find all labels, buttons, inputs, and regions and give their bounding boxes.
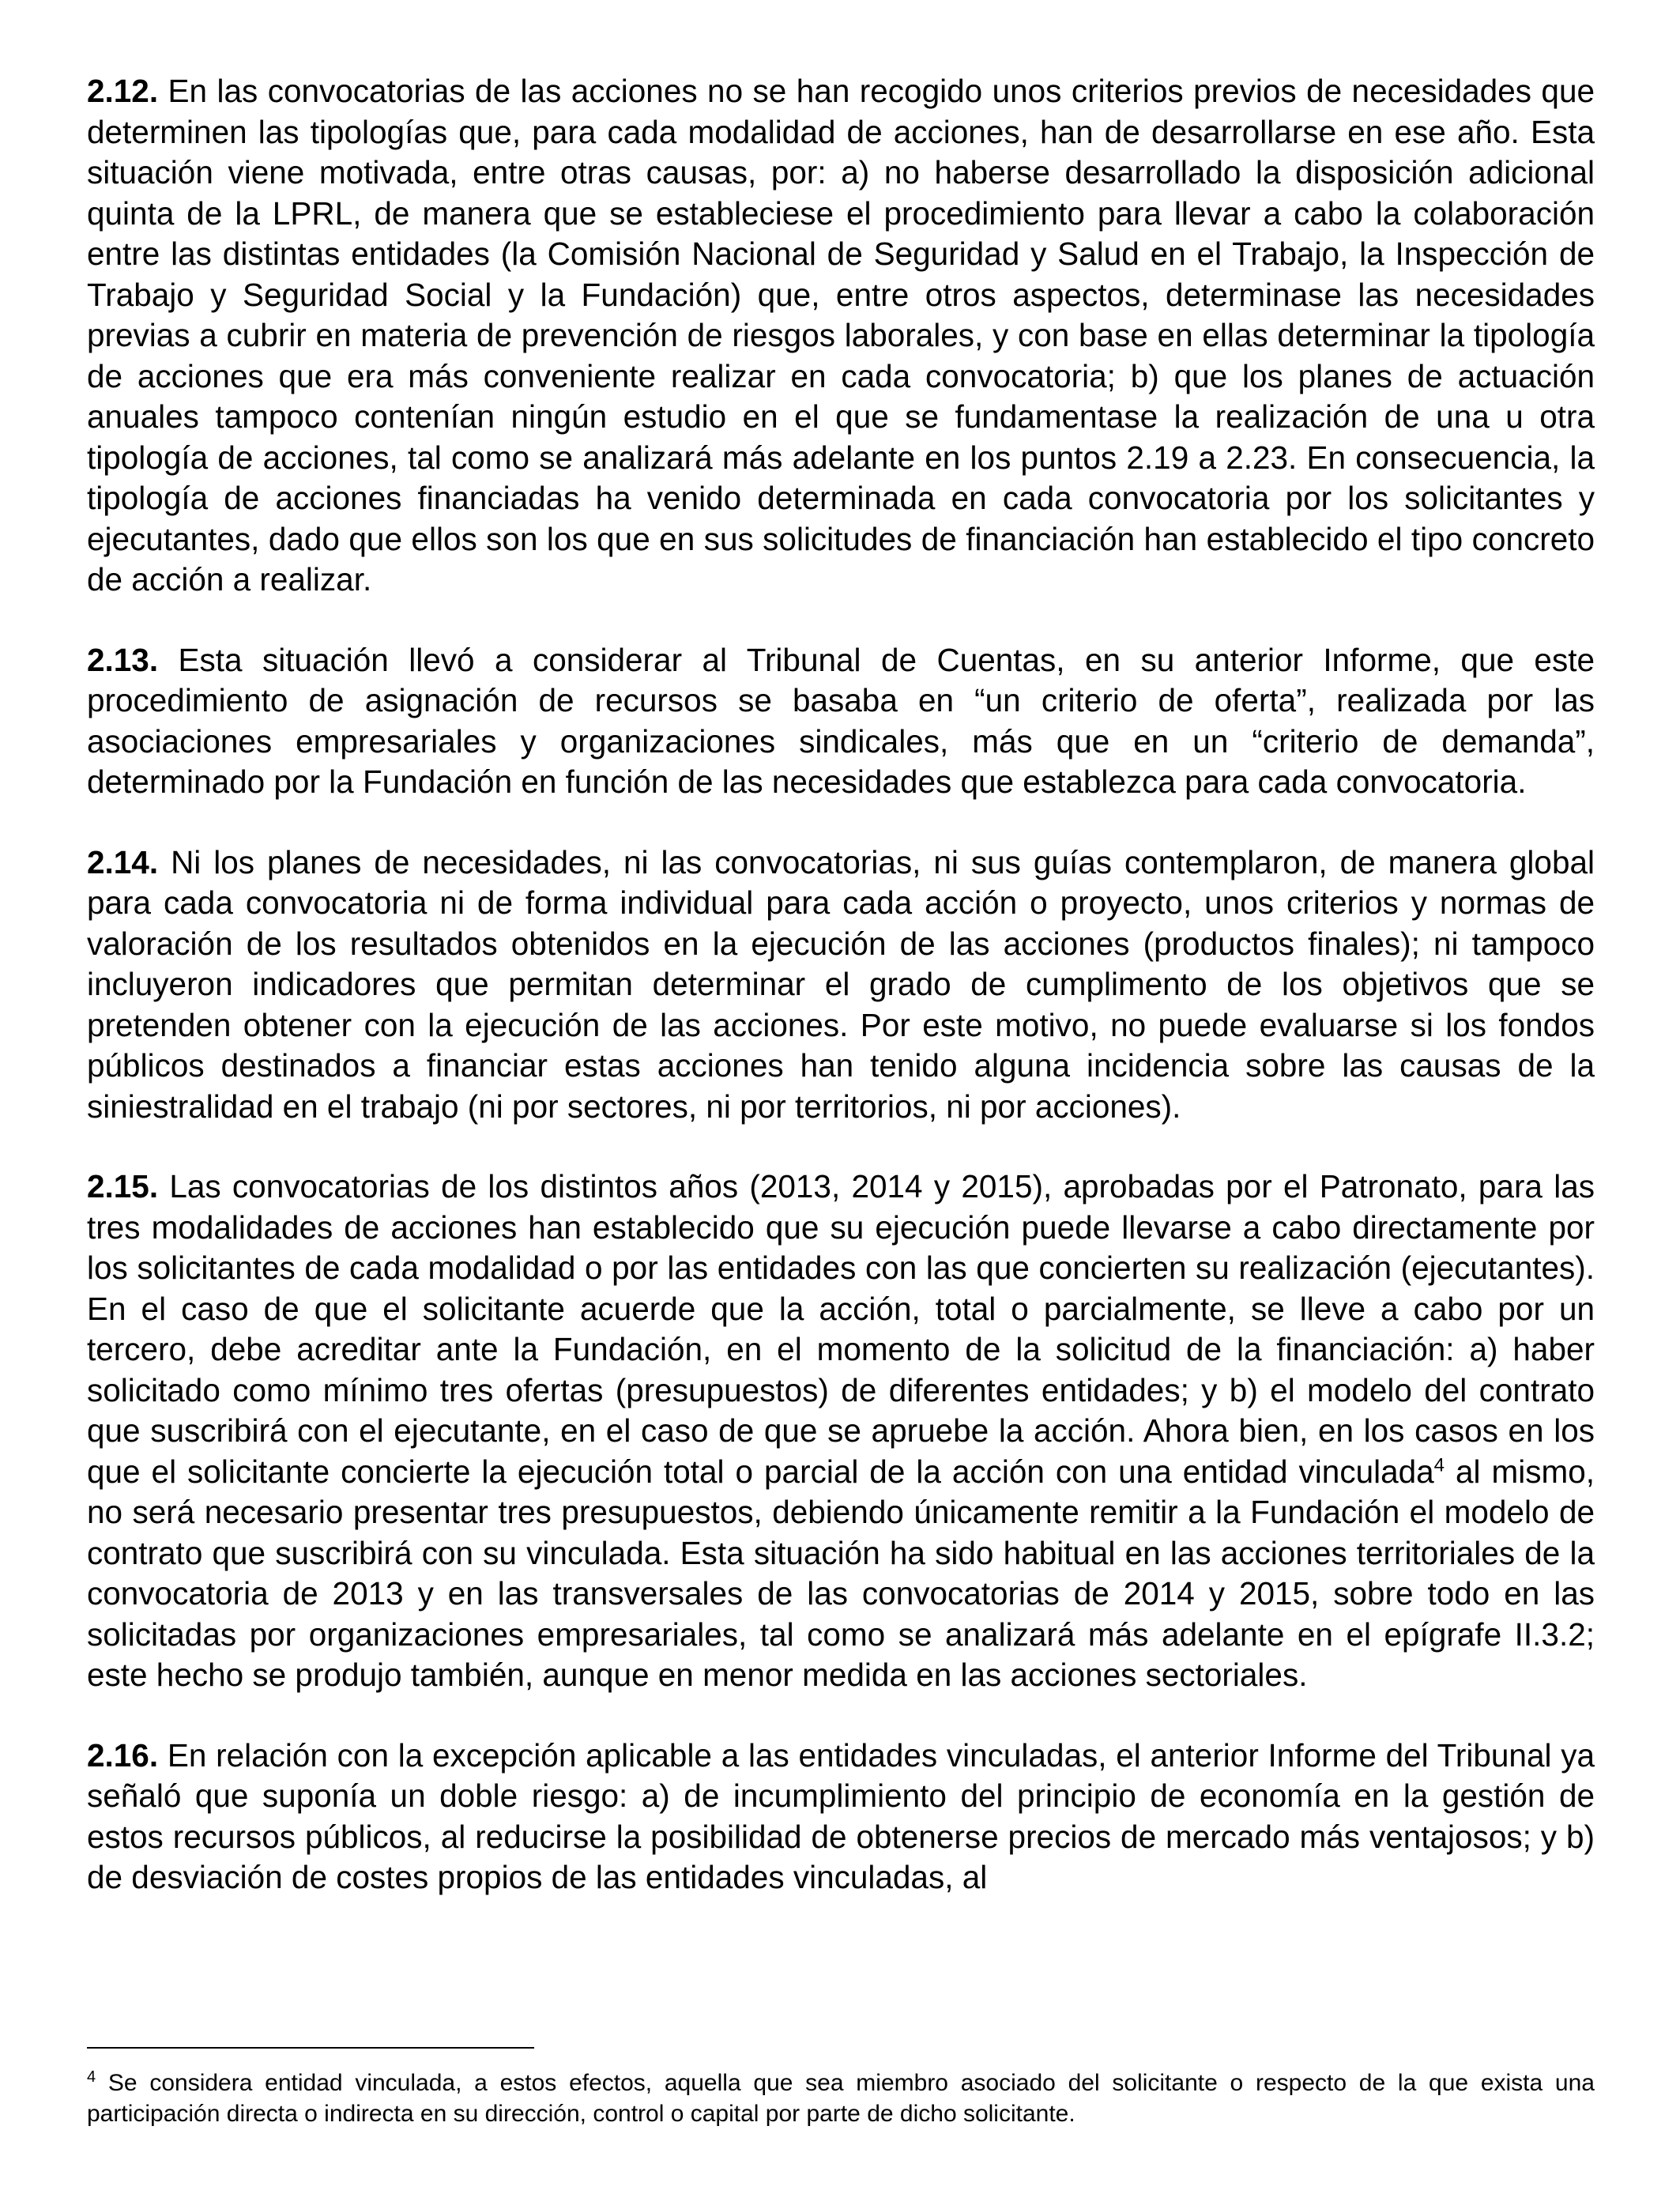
- paragraph-2-16: [87, 1736, 1595, 1898]
- paragraph-number: 2.13.: [87, 641, 159, 678]
- paragraph-text: Esta situación llevó a considerar al Tribunal de Cuentas, en su anterior Informe, que este procedimiento de asignación de recursos se basaba en “un criterio de oferta”, realizada por las asociaciones empresariales y organizaciones sindicales, más que en un “criterio de demanda”, determinado por la Fundación en función de las necesidades que establezca para cada convocatoria.: [87, 641, 1595, 800]
- paragraph-text: En relación con la excepción aplicable a las entidades vinculadas, el anterior Informe del Tribunal ya señaló que suponía un doble riesgo: a) de incumplimiento del principio de economía en la gestión de estos recursos públicos, al reducirse la posibilidad de obtenerse precios de mercado más ventajosos; y b) de desviación de costes propios de las entidades vinculadas, al: [87, 1736, 1595, 1895]
- document-body: [87, 71, 1595, 1938]
- paragraph-number: 2.16.: [87, 1736, 159, 1774]
- footnote-mark: 4: [87, 2068, 96, 2086]
- paragraph-text: Ni los planes de necesidades, ni las convocatorias, ni sus guías contemplaron, de manera global para cada convocatoria ni de forma individual para cada acción o proyecto, unos criterios y normas de valoración de los resultados obtenidos en la ejecución de las acciones (productos finales); ni tampoco incluyeron indicadores que permitan determinar el grado de cumplimento de los objetivos que se pretenden obtener con la ejecución de las acciones. Por este motivo, no puede evaluarse si los fondos públicos destinados a financiar estas acciones han tenido alguna incidencia sobre las causas de la siniestralidad en el trabajo (ni por sectores, ni por territorios, ni por acciones).: [87, 843, 1595, 1125]
- paragraph-number: 2.12.: [87, 73, 159, 109]
- paragraph-2-14: [87, 843, 1595, 1128]
- paragraph-text: En las convocatorias de las acciones no se han recogido unos criterios previos de necesidades que determinen las tipologías que, para cada modalidad de acciones, han de desarrollarse en ese año. Esta situación viene motivada, entre otras causas, por: a) no haberse desarrollado la disposición adicional quinta de la LPRL, de manera que se estableciese el procedimiento para llevar a cabo la colaboración entre las distintas entidades (la Comisión Nacional de Seguridad y Salud en el Trabajo, la Inspección de Trabajo y Seguridad Social y la Fundación) que, entre otros aspectos, determinase las necesidades previas a cubrir en materia de prevención de riesgos laborales, y con base en ellas determinar la tipología de acciones que era más conveniente realizar en cada convocatoria; b) que los planes de actuación anuales tampoco contenían ningún estudio en el que se fundamentase la realización de una u otra tipología de acciones, tal como se analizará más adelante en los puntos 2.19 a 2.23. En consecuencia, la tipología de acciones financiadas ha venido determinada en cada convocatoria por los solicitantes y ejecutantes, dado que ellos son los que en sus solicitudes de financiación han establecido el tipo concreto de acción a realizar.: [87, 73, 1595, 598]
- footnote: [87, 2068, 1595, 2129]
- footnote-reference[interactable]: 4: [1433, 1454, 1445, 1476]
- footnote-separator: [87, 2047, 534, 2049]
- paragraph-text: Las convocatorias de los distintos años (2013, 2014 y 2015), aprobadas por el Patronato, para las tres modalidades de acciones han establecido que su ejecución puede llevarse a cabo directamente por los solicitantes de cada modalidad o por las entidades con las que concierten su realización (ejecutantes). En el caso de que el solicitante acuerde que la acción, total o parcialmente, se lleve a cabo por un tercero, debe acreditar ante la Fundación, en el momento de la solicitud de la financiación: a) haber solicitado como mínimo tres ofertas (presupuestos) de diferentes entidades; y b) el modelo del contrato que suscribirá con el ejecutante, en el caso de que se apruebe la acción. Ahora bien, en los casos en los que el solicitante concierte la ejecución total o parcial de la acción con una entidad vinculada: [87, 1168, 1595, 1490]
- paragraph-text-continued: al mismo, no será necesario presentar tres presupuestos, debiendo únicamente remitir a la Fundación el modelo de contrato que suscribirá con su vinculada. Esta situación ha sido habitual en las acciones territoriales de la convocatoria de 2013 y en las transversales de las convocatorias de 2014 y 2015, sobre todo en las solicitadas por organizaciones empresariales, tal como se analizará más adelante en el epígrafe II.3.2; este hecho se produjo también, aunque en menor medida en las acciones sectoriales.: [87, 1453, 1595, 1693]
- paragraph-number: 2.14.: [87, 843, 159, 880]
- paragraph-number: 2.15.: [87, 1168, 159, 1204]
- paragraph-2-15: [87, 1167, 1595, 1696]
- paragraph-2-12: [87, 71, 1595, 601]
- paragraph-2-13: [87, 640, 1595, 803]
- footnote-text: Se considera entidad vinculada, a estos efectos, aquella que sea miembro asociado del solicitante o respecto de la que exista una participación directa o indirecta en su dirección, control o capital por parte de dicho solicitante.: [87, 2070, 1595, 2127]
